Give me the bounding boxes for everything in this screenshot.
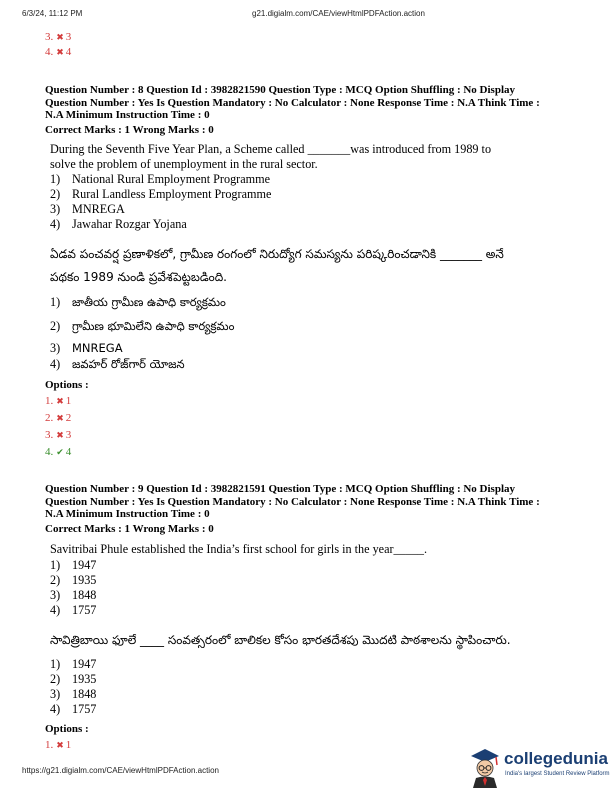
choice-en: 3) MNREGA: [50, 202, 125, 216]
choice-en: 4) Jawahar Rozgar Yojana: [50, 217, 187, 231]
check-icon: ✔: [56, 447, 64, 457]
choice-en: 4) 1757: [50, 603, 97, 617]
choice-te: 2) గ్రామీణ భూమిలేని ఉపాధి కార్యక్రమం: [50, 319, 235, 333]
choice-en: 3) 1848: [50, 588, 97, 602]
question-text-en: During the Seventh Five Year Plan, a Scheme called _______was introduced from 1989 to: [50, 142, 492, 156]
options-heading: Options :: [45, 723, 89, 735]
cross-icon: ✖: [56, 430, 64, 440]
print-datetime: 6/3/24, 11:12 PM: [22, 9, 83, 18]
choice-te: 1) 1947: [50, 657, 97, 671]
choice-te: 1) జాతీయ గ్రామీణ ఉపాధి కార్యక్రమం: [50, 295, 226, 309]
question-meta: Question Number : 8 Question Id : 3982821590 Question Type : MCQ Option Shuffling : No Display Question Number : Yes Is Question Mandatory : No Calculator : None Response Time : N.A Think Time : N.A Minimum Instruction Time : 0: [45, 84, 540, 121]
cross-icon: ✖: [56, 740, 64, 750]
cross-icon: ✖: [56, 413, 64, 423]
question-marks: Correct Marks : 1 Wrong Marks : 0: [45, 124, 214, 136]
question-text-en: solve the problem of unemployment in the rural sector.: [50, 157, 318, 171]
question-text-te: సావిత్రిబాయి ఫూలే ____ సంవత్సరంలో బాలికల కోసం భారతదేశపు మొదటి పాఠశాలను స్థాపించారు.: [50, 633, 511, 647]
print-footer-url: https://g21.digialm.com/CAE/viewHtmlPDFAction.action: [22, 766, 219, 775]
option-row: 3. ✖ 3: [45, 429, 72, 441]
option-row: 3. ✖ 3: [45, 31, 72, 43]
logo-tagline: India's largest Student Review Platform: [505, 771, 610, 777]
option-row-correct: 4. ✔ 4: [45, 446, 72, 458]
cross-icon: ✖: [56, 47, 64, 57]
options-heading: Options :: [45, 379, 89, 391]
choice-en: 2) 1935: [50, 573, 97, 587]
print-url: g21.digialm.com/CAE/viewHtmlPDFAction.action: [252, 9, 425, 18]
logo-wordmark: collegedunia: [504, 749, 608, 768]
option-row: 2. ✖ 2: [45, 412, 72, 424]
question-text-te: ఏడవ పంచవర్ష ప్రణాళికలో, గ్రామీణ రంగంలో నిరుద్యోగ సమస్యను పరిష్కరించడానికి _______ అనే: [50, 247, 504, 261]
question-text-en: Savitribai Phule established the India’s first school for girls in the year_____.: [50, 542, 428, 556]
question-meta: Question Number : 9 Question Id : 3982821591 Question Type : MCQ Option Shuffling : No Display Question Number : Yes Is Question Mandatory : No Calculator : None Response Time : N.A Think Time : N.A Minimum Instruction Time : 0: [45, 483, 540, 520]
choice-te: 3) 1848: [50, 687, 97, 701]
collegedunia-logo: [468, 745, 608, 790]
option-row: 1. ✖ 1: [45, 739, 72, 751]
choice-te: 4) 1757: [50, 702, 97, 716]
option-row: 1. ✖ 1: [45, 395, 72, 407]
cross-icon: ✖: [56, 32, 64, 42]
question-text-te: పథకం 1989 నుండి ప్రవేశపెట్టబడింది.: [50, 270, 227, 284]
option-row: 4. ✖ 4: [45, 46, 72, 58]
choice-en: 1) National Rural Employment Programme: [50, 172, 271, 186]
question-marks: Correct Marks : 1 Wrong Marks : 0: [45, 523, 214, 535]
student-mascot-icon: [468, 747, 502, 789]
choice-te: 3) MNREGA: [50, 341, 123, 355]
choice-en: 1) 1947: [50, 558, 97, 572]
choice-en: 2) Rural Landless Employment Programme: [50, 187, 272, 201]
choice-te: 2) 1935: [50, 672, 97, 686]
cross-icon: ✖: [56, 396, 64, 406]
choice-te: 4) జవహర్ రోజ్‌గార్ యోజన: [50, 357, 185, 371]
